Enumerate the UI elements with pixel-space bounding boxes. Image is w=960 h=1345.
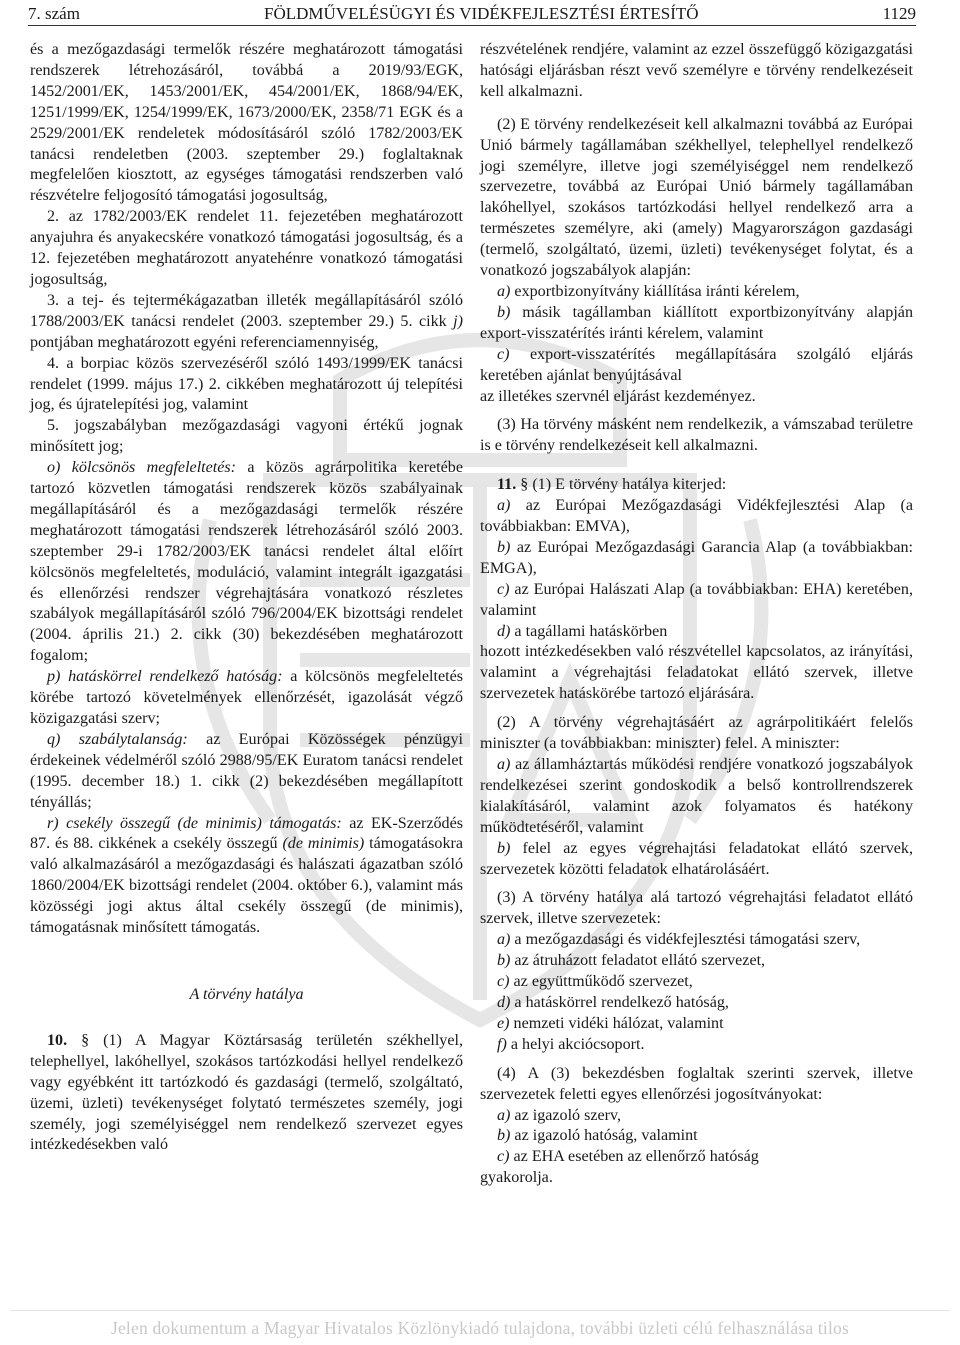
paragraph: (4) A (3) bekezdésben foglaltak szerinti szervek, illetve szervezetek feletti egyes ellenőrzési jogosítványokat: [480,1064,913,1103]
list-item: b) az Európai Mezőgazdasági Garancia Alap (a továbbiakban: EMGA), [480,538,913,577]
section-number: 10. [47,1031,68,1049]
left-column [30,40,463,1156]
definition-term: r) csekély összegű (de minimis) támogatás: [47,814,342,832]
publication-title: FÖLDMŰVELÉSÜGYI ÉS VIDÉKFEJLESZTÉSI ÉRTESÍTŐ [264,4,699,23]
definition-o: o) kölcsönös megfeleltetés: a közös agrárpolitika keretébe tartozó közvetlen támogatási rendszerek közös szabályainak megállapításáról és a mezőgazdasági termelők részére meghatározott támogatási rendszerek létrehozásáról szóló 2003. szeptember 29-i 1782/2003/EK tanácsi rendelet által előírt kölcsönös megfeleltetés, moduláció, valamint integrált igazgatási és ellenőrzési rendszer végrehajtására vonatkozó részletes szabályok megállapításáról szóló 796/2004/EK bizottsági rendelet (2004. április 21.) 2. cikk (30) bekezdésében meghatározott fogalom; [30,459,463,665]
paragraph: 5. jogszabályban mezőgazdasági vagyoni értékű jognak minősített jog; [30,417,463,456]
list-item: f) a helyi akciócsoport. [497,1035,645,1053]
list-item: b) az igazoló hatóság, valamint [497,1127,698,1145]
list-item: b) felel az egyes végrehajtási feladatokat ellátó szervek, szervezetek közötti feladatok elhatárolásáért. [480,839,913,878]
paragraph: (2) A törvény végrehajtásáért az agrárpolitikáért felelős miniszter (a továbbiakban: miniszter) felel. A miniszter: [480,714,913,753]
paragraph: (3) A törvény hatálya alá tartozó végrehajtási feladatot ellátó szervek, illetve szervezetek: [480,889,913,928]
page-header [28,0,916,26]
issue-number: 7. szám [28,4,80,23]
list-item: e) nemzeti vidéki hálózat, valamint [497,1014,724,1032]
section-number: 11. [497,476,517,494]
list-item: d) a hatáskörrel rendelkező hatóság, [497,993,729,1011]
section-10: 10. § (1) A Magyar Köztársaság területén székhellyel, telephellyel, lakóhellyel, szokásos tartózkodási hellyel rendelkező vagy egyébként itt tartózkodó és gazdasági (termelő, szolgáltató, üzemi, üzleti) tevékenységet folytató természetes személy, jogi személy, jogi személyiséggel nem rendelkező szervezet egyes intézkedésekben való [30,1031,463,1154]
list-item: b) másik tagállamban kiállított exportbizonyítvány alapján export-visszatérítés iránti kérelem, valamint [480,303,913,342]
definition-p: p) hatáskörrel rendelkező hatóság: a kölcsönös megfeleltetés körébe tartozó követelmények ellenőrzését, igazolását végző közigazgatási szerv; [30,668,463,727]
list-item: d) a tagállami hatáskörben [497,622,668,640]
page-number: 1129 [882,4,916,23]
list-item: c) az Európai Halászati Alap (a továbbiakban: EHA) keretében, valamint [480,580,913,619]
paragraph: az illetékes szervnél eljárást kezdeményez. [480,387,756,405]
list-item: a) az államháztartás működési rendjére vonatkozó jogszabályok rendelkezései szerint gondoskodik a belső kontrollrendszerek kialakításáról, valamint azok folyamatos és hatékony működtetéséről, valamint [480,756,913,836]
definition-q: q) szabálytalanság: az Európai Közösségek pénzügyi érdekeinek védelméről szóló 2988/95/EK Euratom tanácsi rendelet (1995. december 18.) 1. cikk (2) bekezdésében megállapított tényállás; [30,730,463,811]
list-item: c) az együttműködő szervezet, [497,973,693,991]
paragraph: és a mezőgazdasági termelők részére meghatározott támogatási rendszerek létrehozásáról, továbbá a 2019/93/EGK, 1452/2001/EK, 1453/2001/EK, 454/2001/EK, 1868/94/EK, 1251/1999/EK, 1254/1999/EK, 1673/2000/EK, 2358/71 EGK és a 2529/2001/EK rendeletek módosításáról szóló 1782/2003/EK tanácsi rendeletben (2003. szeptember 29.) foglaltaknak megfelelően kiosztott, az egységes támogatási rendszerben való részvételre feljogosító támogatási jogosultság, [30,41,463,205]
list-item: a) az Európai Mezőgazdasági Vidékfejlesztési Alap (a továbbiakban: EMVA), [480,497,913,536]
paragraph: részvételének rendjére, valamint az ezzel összefüggő közigazgatási hatósági eljárásban részt vevő személyre e törvény rendelkezéseit kell alkalmazni. [480,41,913,100]
ownership-notice: Jelen dokumentum a Magyar Hivatalos Közlönykiadó tulajdona, további üzleti célú felhasználása tilos [110,1318,850,1338]
definition-term: o) kölcsönös megfeleltetés: [47,459,237,477]
definition-term: p) hatáskörrel rendelkező hatóság: [47,668,283,686]
section-heading: A törvény hatálya [189,985,304,1003]
paragraph: (3) Ha törvény másként nem rendelkezik, a vámszabad területre is e törvény rendelkezéseit kell alkalmazni. [480,416,913,455]
footer-divider [10,1310,950,1311]
paragraph: (2) E törvény rendelkezéseit kell alkalmazni továbbá az Európai Unió bármely tagállamában székhellyel, telephellyel rendelkező jogi személyre, illetve jogi személyiséggel nem rendelkező szervezetre, továbbá az Európai Unió bármely tagállamában lakóhellyel, szokásos tartózkodási hellyel rendelkező arra a természetes személyre, aki (amely) Magyarországon gazdasági (termelő, szolgáltató, üzemi, üzleti) tevékenységet folytat, és a vonatkozó jogszabályok alapján: [480,115,913,280]
paragraph: 4. a borpiac közös szervezéséről szóló 1493/1999/EK tanácsi rendelet (1999. május 17.) 2. cikkében meghatározott új telepítési jog, és újratelepítési jog, valamint [30,354,463,414]
paragraph: hozott intézkedésekben való részvétellel kapcsolatos, az irányítási, valamint a végrehajtási feladatokat ellátó szervek, illetve szervezetek hatáskörébe tartozó eljárására. [480,643,913,703]
list-item: a) a mezőgazdasági és vidékfejlesztési támogatási szerv, [497,931,861,949]
section-11: 11. § (1) E törvény hatálya kiterjed: [497,476,727,494]
paragraph: gyakorolja. [480,1169,553,1187]
definition-term: q) szabálytalanság: [47,730,188,748]
list-item: c) az EHA esetében az ellenőrző hatóság [497,1148,759,1166]
paragraph: 3. a tej- és tejtermékágazatban illeték megállapításáról szóló 1788/2003/EK tanácsi rendelet (2003. szeptember 29.) 5. cikk j) pontjában meghatározott egyéni referenciamennyiség, [30,291,463,351]
list-item: a) exportbizonyítvány kiállítása iránti kérelem, [497,282,800,300]
list-item: a) az igazoló szerv, [497,1106,622,1124]
list-item: c) export-visszatérítés megállapítására szolgáló eljárás keretében ajánlat benyújtásával [480,345,913,384]
right-column [480,40,913,1189]
list-item: b) az átruházott feladatot ellátó szervezet, [497,952,766,970]
paragraph: 2. az 1782/2003/EK rendelet 11. fejezetében meghatározott anyajuhra és anyakecskére vonatkozó támogatási jogosultság, és a 12. fejezetében meghatározott anyatehénre vonatkozó támogatási jogosultság, [30,208,463,288]
definition-r: r) csekély összegű (de minimis) támogatás: az EK-Szerződés 87. és 88. cikkének a csekély összegű (de minimis) támogatásokra való alkalmazásáról a mezőgazdasági és halászati ágazatban szóló 1860/2004/EK bizottsági rendelet (2004. október 6.), valamint más közösségi jogi aktus által csekély összegű (de minimis), támogatásnak minősített támogatás. [30,814,464,937]
